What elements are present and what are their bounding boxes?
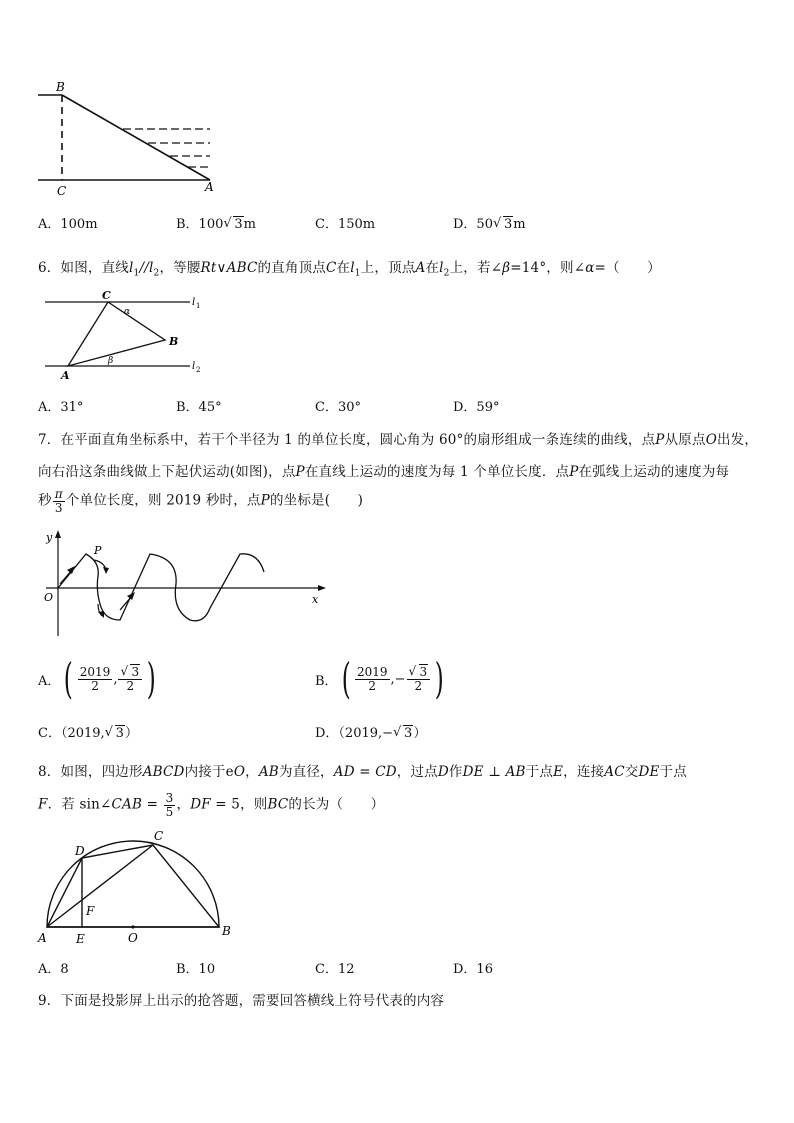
- q7-option-b-label: B．: [315, 673, 338, 689]
- q6-label-b: B: [169, 335, 179, 348]
- q5-option-a[interactable]: A．100m: [38, 217, 98, 232]
- q5-label-a: A: [205, 180, 214, 194]
- q8-option-c[interactable]: C．12: [315, 962, 355, 977]
- q7-label-p: P: [94, 544, 102, 557]
- q7-label-y: y: [46, 531, 53, 544]
- q5-option-b-label: B．100: [176, 217, 224, 232]
- q7-line-1: 7．在平面直角坐标系中，若干个半径为 1 的单位长度，圆心角为 60°的扇形组成一条连续的曲线，点P从原点O出发，: [38, 432, 759, 448]
- q8-line-1: 8．如图，四边形ABCD内接于eO，AB为直径，AD = CD，过点D作DE ⊥ AB于点E，连接AC交DE于点: [38, 764, 687, 780]
- q8-label-b: B: [222, 924, 231, 938]
- q6-label-l2: l: [192, 361, 196, 372]
- q6-option-a[interactable]: A．31°: [38, 400, 84, 415]
- q6-label-c: C: [102, 290, 111, 302]
- q6-label-alpha: α: [124, 307, 131, 317]
- q7-option-a-label: A．: [38, 673, 61, 689]
- q5-option-b[interactable]: [176, 213, 256, 232]
- q6-option-b[interactable]: B．45°: [176, 400, 222, 415]
- q8-option-d[interactable]: D．16: [453, 962, 493, 977]
- q6-figure: [40, 290, 220, 382]
- svg-text:1: 1: [196, 302, 201, 310]
- q8-line-2: F．若 sin∠CAB = $\frac{3}{5}$ ，DF = 5，则BC的长为（ ）: [38, 791, 385, 819]
- q8-label-a: A: [38, 931, 47, 945]
- q7-option-b[interactable]: B． ( $\frac{2019}{2}$ , − √ $\frac{3}{2}$ ): [315, 655, 448, 703]
- q8-option-b[interactable]: B．10: [176, 962, 216, 977]
- q7-pi-over-3: $\frac{\pi}{3}$: [54, 487, 63, 515]
- q6-option-c[interactable]: C．30°: [315, 400, 361, 415]
- q6-label-beta: β: [108, 356, 114, 366]
- q5-figure: [30, 75, 230, 200]
- q7-figure: [38, 528, 338, 643]
- q7-line-2: 向右沿这条曲线做上下起伏运动(如图)，点P在直线上运动的速度为每 1 个单位长度．点P在弧线上运动的速度为每: [38, 464, 730, 480]
- q7-label-x: x: [312, 593, 319, 606]
- q6-question: 6．如图，直线$l_1//l_2$，等腰Rt∨ABC的直角顶点C在$l_1$上，顶点A在$l_2$上，若∠β=14°，则∠α=（ ）: [38, 260, 661, 279]
- q7-option-d[interactable]: D．（2019,−√ 3）: [315, 722, 426, 741]
- q8-option-a[interactable]: A．8: [38, 962, 69, 977]
- q8-fraction: $\frac{3}{5}$: [165, 791, 174, 819]
- svg-text:2: 2: [196, 366, 201, 374]
- q8-label-f: F: [86, 904, 95, 918]
- q8-label-c: C: [154, 829, 164, 843]
- q5-option-d[interactable]: [453, 213, 526, 232]
- q6-option-d[interactable]: D．59°: [453, 400, 500, 415]
- q7-label-o: O: [44, 591, 54, 604]
- q7-option-c[interactable]: C．（2019,√ 3）: [38, 722, 138, 741]
- q9-question: 9．下面是投影屏上出示的抢答题，需要回答横线上符号代表的内容: [38, 993, 445, 1009]
- q7-line-3: 秒 $\frac{\pi}{3}$ 个单位长度，则 2019 秒时，点P的坐标是( ): [38, 487, 364, 515]
- q5-option-d-unit: m: [513, 217, 526, 232]
- q5-option-b-unit: m: [243, 217, 256, 232]
- q8-label-e: E: [76, 932, 85, 946]
- q8-label-d: D: [75, 844, 85, 858]
- q8-figure: [35, 825, 245, 950]
- q5-option-b-sqrt: √ 3: [223, 217, 243, 232]
- q5-label-b: B: [56, 80, 65, 94]
- q8-label-o: O: [128, 931, 138, 945]
- q6-label-l1: l: [192, 297, 196, 308]
- q5-option-d-label: D．50: [453, 217, 493, 232]
- q7-option-a[interactable]: A． ( $\frac{2019}{2}$ , √ $\frac{3}{2}$ ): [38, 655, 160, 703]
- q5-option-d-sqrt: √ 3: [493, 217, 513, 232]
- q5-option-c[interactable]: C．150m: [315, 217, 376, 232]
- q5-label-c: C: [57, 184, 67, 198]
- q6-label-a: A: [61, 369, 70, 382]
